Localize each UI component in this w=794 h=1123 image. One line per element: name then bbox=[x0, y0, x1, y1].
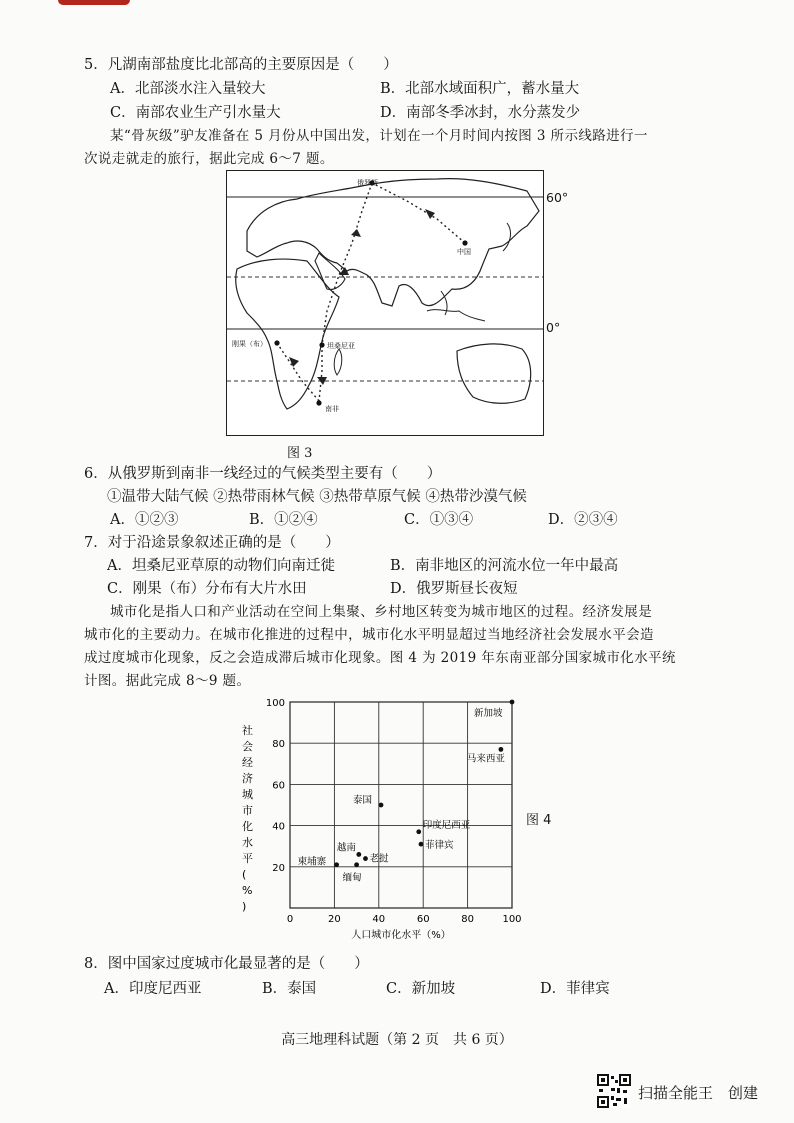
q8-option-c: C．新加坡 bbox=[386, 981, 456, 997]
x-tick-label: 0 bbox=[286, 914, 294, 925]
japan-outline bbox=[503, 223, 510, 251]
tanzania-point bbox=[319, 342, 324, 347]
q6-climate-types: ①温带大陆气候 ②热带雨林气候 ③热带草原气候 ④热带沙漠气候 bbox=[107, 489, 527, 505]
qr-code-icon bbox=[597, 1074, 631, 1108]
page-footer: 高三地理科试题（第 2 页 共 6 页） bbox=[281, 1032, 513, 1048]
q5-option-c: C．南部农业生产引水量大 bbox=[110, 105, 281, 121]
q8-option-a: A．印度尼西亚 bbox=[104, 981, 202, 997]
data-point-马来西亚 bbox=[499, 747, 504, 752]
q6-option-b: B．①②④ bbox=[249, 512, 318, 528]
data-point-缅甸 bbox=[354, 862, 359, 867]
southafrica-point bbox=[316, 400, 321, 405]
arabia-outline bbox=[315, 253, 345, 290]
x-tick-label: 20 bbox=[328, 914, 341, 925]
data-point-泰国 bbox=[379, 803, 384, 808]
data-point-新加坡 bbox=[510, 700, 515, 705]
q7-stem: 7．对于沿途景象叙述正确的是（ ） bbox=[84, 535, 340, 551]
figure3-caption: 图 3 bbox=[287, 446, 313, 461]
q6-option-c: C．①③④ bbox=[404, 512, 474, 528]
q7-option-a: A．坦桑尼亚草原的动物们向南迁徙 bbox=[107, 558, 335, 574]
data-label-老挝: 老挝 bbox=[369, 853, 389, 865]
urbanization-chart bbox=[236, 694, 566, 944]
q7-option-c: C．刚果（布）分布有大片水田 bbox=[107, 581, 307, 597]
figure4-caption: 图 4 bbox=[526, 813, 552, 828]
chart-frame bbox=[290, 702, 512, 908]
q6-option-d: D．②③④ bbox=[548, 512, 618, 528]
intro-6-7-line2: 次说走就走的旅行，据此完成 6～7 题。 bbox=[84, 151, 334, 167]
scanner-watermark: 扫描全能王 创建 bbox=[638, 1084, 759, 1102]
intro-8-9-line1: 城市化是指人口和产业活动在空间上集聚、乡村地区转变为城市地区的过程。经济发展是 bbox=[110, 604, 653, 620]
route-map bbox=[226, 170, 544, 436]
data-label-柬埔寨: 柬埔寨 bbox=[297, 856, 327, 868]
route-china-russia bbox=[372, 183, 465, 243]
x-tick-label: 100 bbox=[502, 914, 522, 925]
australia-outline bbox=[457, 344, 531, 403]
arrow-3 bbox=[351, 229, 361, 237]
map-label-china: 中国 bbox=[457, 248, 471, 256]
y-tick-label: 40 bbox=[272, 821, 285, 833]
x-tick-label: 40 bbox=[372, 914, 386, 925]
data-point-柬埔寨 bbox=[334, 862, 339, 867]
q5-option-b: B．北部水域面积广，蓄水量大 bbox=[380, 81, 580, 97]
x-tick-label: 60 bbox=[416, 914, 430, 925]
chart-svg bbox=[236, 694, 566, 944]
q6-stem: 6．从俄罗斯到南非一线经过的气候类型主要有（ ） bbox=[84, 466, 442, 482]
q5-option-a: A．北部淡水注入量较大 bbox=[110, 81, 266, 97]
q8-option-b: B．泰国 bbox=[262, 981, 317, 997]
q7-option-d: D．俄罗斯昼长夜短 bbox=[390, 581, 518, 597]
data-point-越南 bbox=[356, 852, 361, 857]
map-label-southafrica: 南非 bbox=[325, 405, 339, 413]
eurasia-outline bbox=[247, 179, 539, 306]
y-tick-label: 80 bbox=[272, 739, 285, 751]
chart-y-label: 社会经济城市化水平( % ) bbox=[242, 724, 253, 913]
data-label-马来西亚: 马来西亚 bbox=[466, 753, 505, 765]
china-point bbox=[462, 240, 467, 245]
sea-islands bbox=[427, 310, 485, 321]
y-tick-label: 100 bbox=[265, 698, 285, 709]
y-tick-label: 60 bbox=[272, 780, 285, 792]
data-label-印度尼西亚: 印度尼西亚 bbox=[422, 819, 471, 831]
lat-60-label: 60° bbox=[546, 190, 569, 205]
data-label-缅甸: 缅甸 bbox=[342, 872, 362, 884]
q6-option-a: A．①②③ bbox=[110, 512, 179, 528]
map-label-russia: 俄罗斯 bbox=[357, 179, 378, 187]
q8-stem: 8．图中国家过度城市化最显著的是（ ） bbox=[84, 956, 369, 972]
route-southafrica-congo bbox=[277, 343, 319, 401]
data-point-菲律宾 bbox=[419, 842, 424, 847]
x-tick-label: 80 bbox=[461, 914, 474, 925]
data-label-新加坡: 新加坡 bbox=[474, 708, 503, 719]
data-label-菲律宾: 菲律宾 bbox=[424, 840, 454, 852]
congo-point bbox=[274, 340, 279, 345]
data-point-老挝 bbox=[363, 856, 368, 861]
africa-outline bbox=[236, 259, 339, 409]
intro-8-9-line2: 城市化的主要动力。在城市化推进的过程中，城市化水平明显超过当地经济社会发展水平会造 bbox=[84, 627, 654, 643]
data-label-泰国: 泰国 bbox=[353, 795, 373, 806]
intro-8-9-line4: 计图。据此完成 8～9 题。 bbox=[84, 673, 251, 689]
arrow-5 bbox=[289, 357, 299, 367]
q8-option-d: D．菲律宾 bbox=[540, 981, 610, 997]
map-label-tanzania: 坦桑尼亚 bbox=[327, 342, 355, 350]
madagascar-outline bbox=[334, 349, 342, 375]
intro-6-7-line1: 某“骨灰级”驴友准备在 5 月份从中国出发，计划在一个月时间内按图 3 所示线路进行一 bbox=[110, 128, 648, 144]
map-drawing bbox=[227, 171, 543, 435]
chart-x-label: 人口城市化水平（%） bbox=[351, 930, 451, 941]
intro-8-9-line3: 成过度城市化现象，反之会造成滞后城市化现象。图 4 为 2019 年东南亚部分国家城市化水平统 bbox=[84, 650, 676, 666]
lat-0-label: 0° bbox=[546, 320, 561, 335]
top-red-mark bbox=[58, 0, 130, 5]
data-label-越南: 越南 bbox=[336, 842, 356, 854]
data-point-印度尼西亚 bbox=[416, 829, 421, 834]
q5-option-d: D．南部冬季冰封，水分蒸发少 bbox=[380, 105, 581, 121]
q7-option-b: B．南非地区的河流水位一年中最高 bbox=[390, 558, 619, 574]
y-tick-label: 20 bbox=[272, 862, 285, 874]
q5-stem: 5．凡湖南部盐度比北部高的主要原因是（ ） bbox=[84, 57, 398, 73]
map-label-congo: 刚果（布） bbox=[232, 340, 267, 348]
